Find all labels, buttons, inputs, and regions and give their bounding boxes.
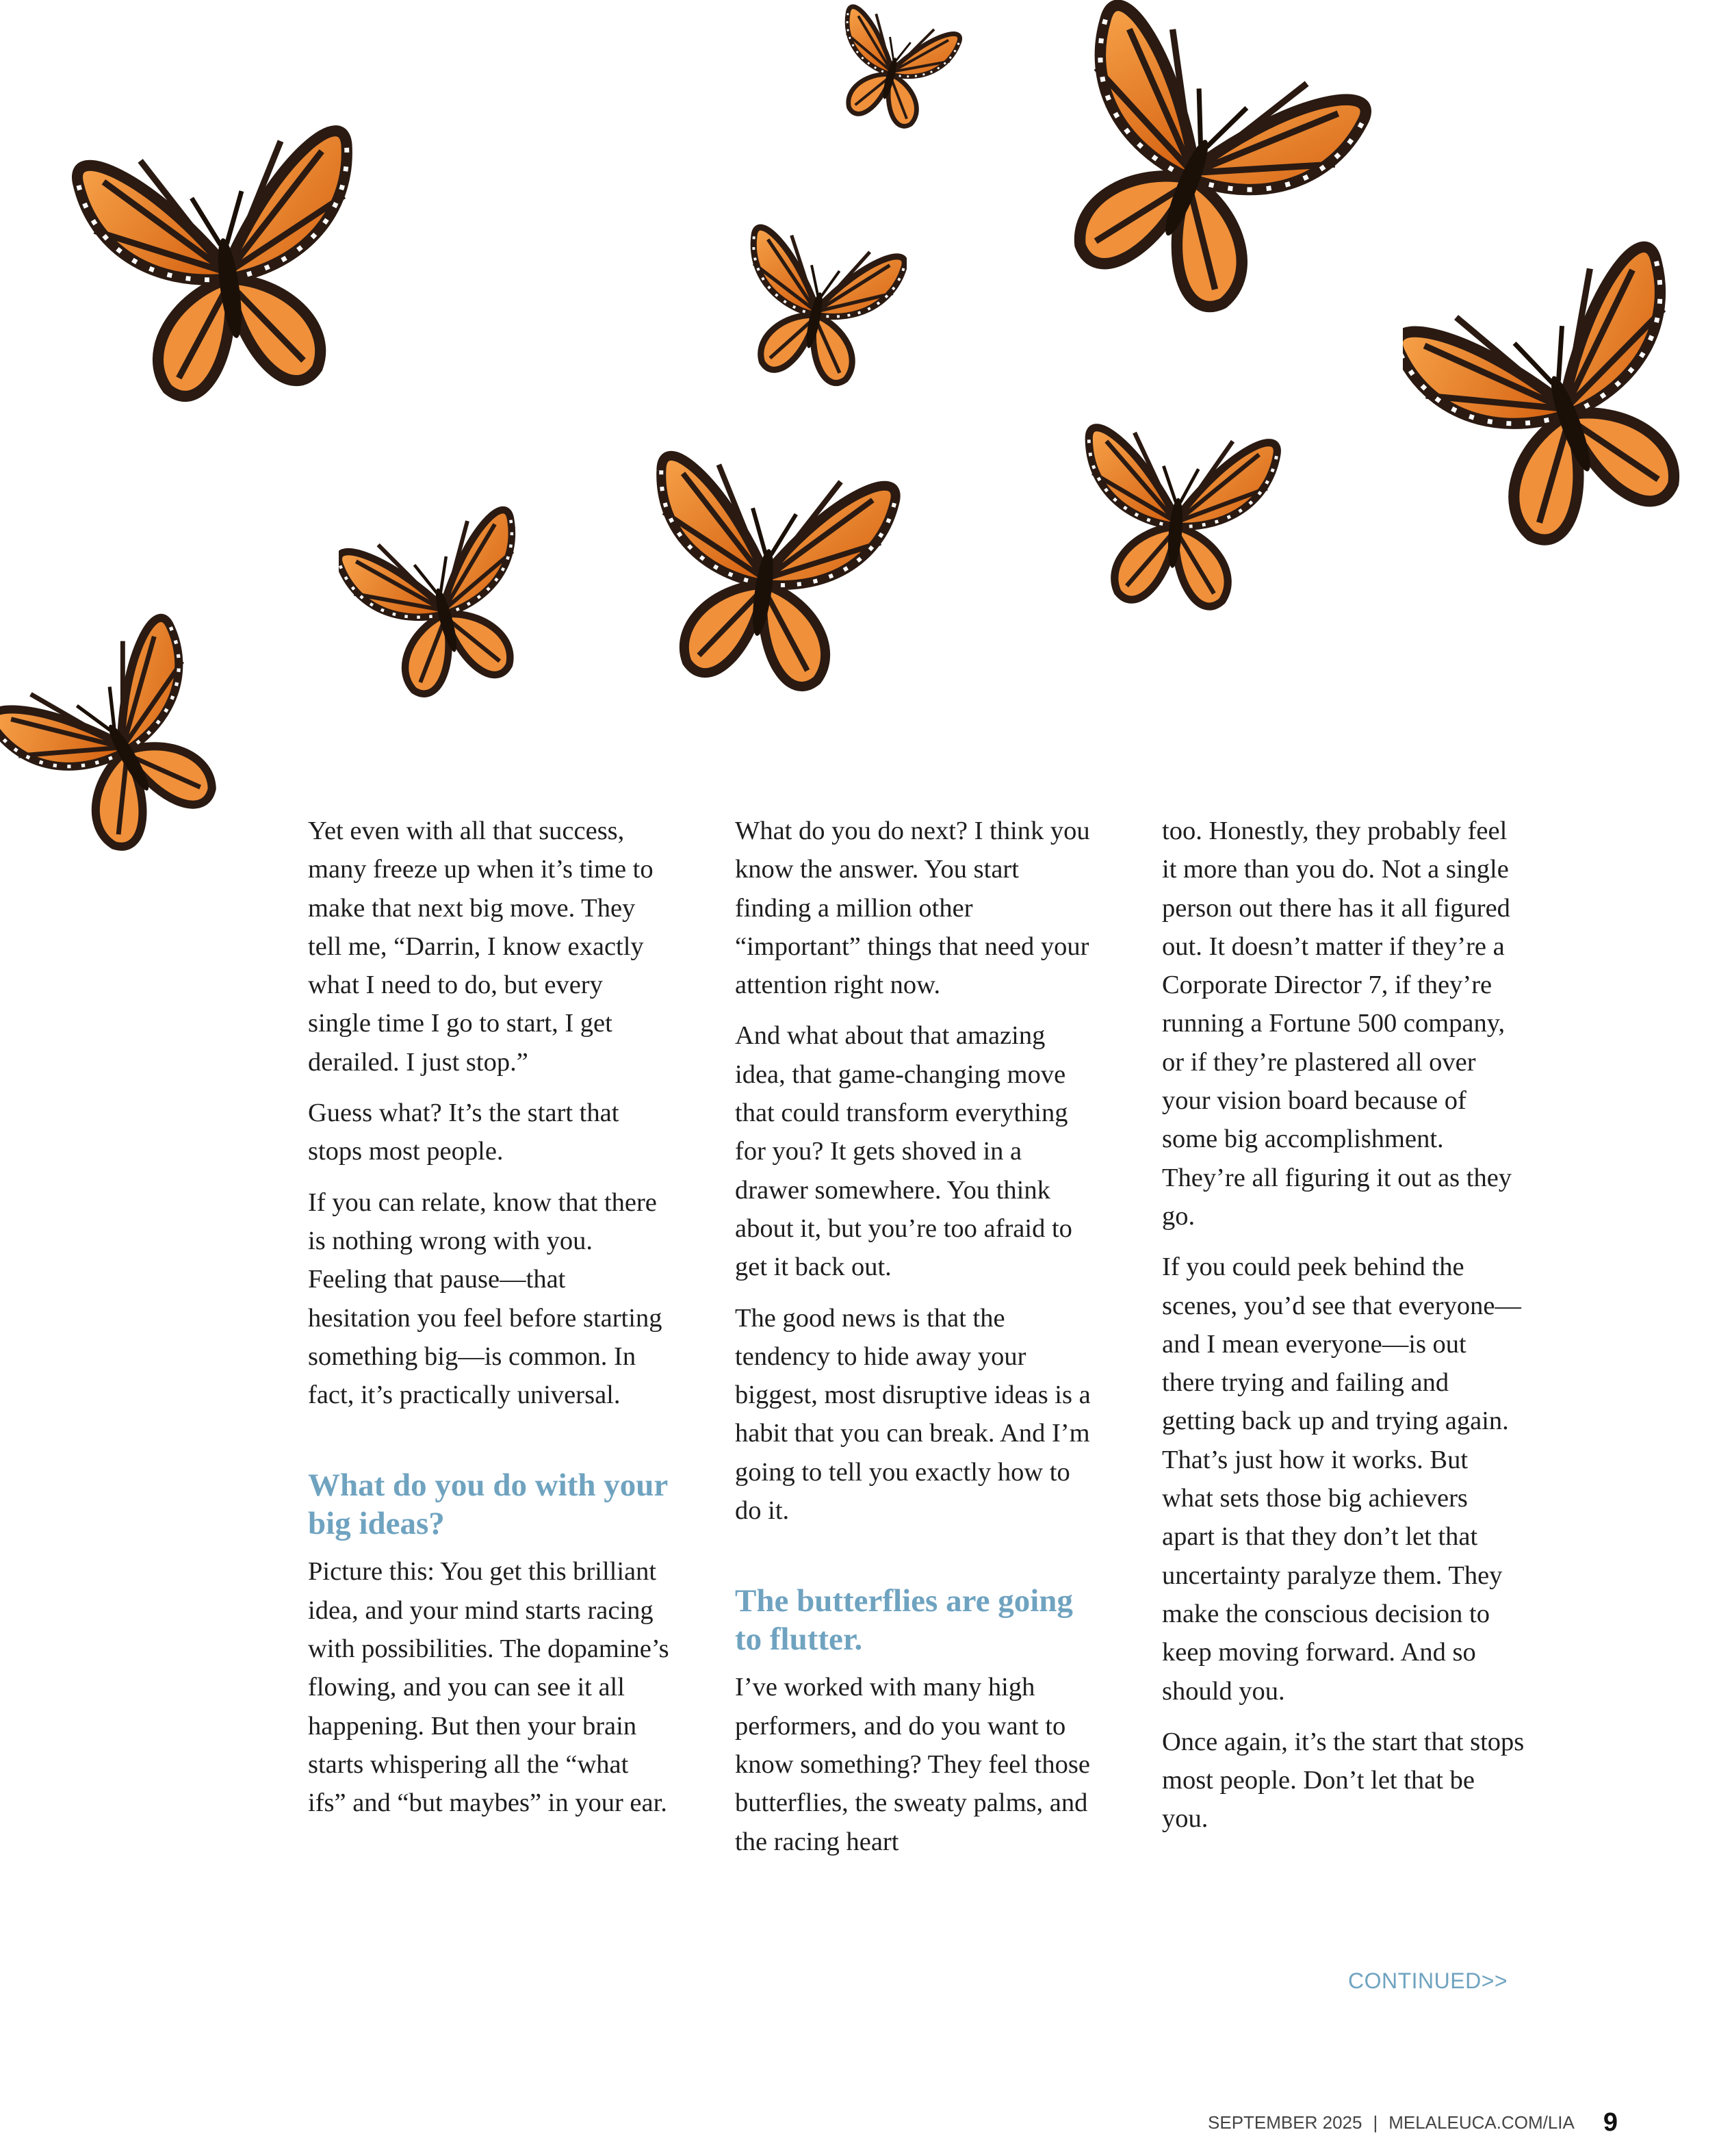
butterfly-illustration: [1006, 0, 1389, 322]
paragraph: If you could peek behind the scenes, you’d see that everyone—and I mean everyone—is out there trying and failing and getting back up and trying again. That’s just how it works. But what sets those big achievers apart is that they don’t let that uncertainty paralyze them. They make the conscious decision to keep moving forward. And so should you.: [1162, 1253, 1521, 1706]
butterfly-illustration: [729, 205, 907, 404]
footer-separator: |: [1373, 2112, 1378, 2133]
continued-link[interactable]: CONTINUED>>: [1348, 1968, 1508, 1993]
article-column-1: [308, 812, 671, 1835]
paragraph: The good news is that the tendency to hide away your biggest, most disruptive ideas is a habit that you can break. And I’m going to tell you exactly how to do it.: [735, 1303, 1091, 1526]
paragraph: Yet even with all that success, many freeze up when it’s time to make that next big move. They tell me, “Darrin, I know exactly what I need to do, but every single time I go to start, I get derailed. I just stop.”: [308, 817, 654, 1077]
butterfly-illustration: [626, 431, 907, 705]
article-column-3: [1162, 812, 1525, 1851]
page-footer: [1208, 2108, 1618, 2138]
butterfly-illustration: [65, 103, 387, 418]
butterfly-illustration: [1068, 394, 1287, 633]
paragraph: What do you do next? I think you know the answer. You start finding a million other “important” things that need your attention right now.: [735, 817, 1090, 1000]
section-heading: What do you do with your big ideas?: [308, 1467, 668, 1542]
website-url: MELALEUCA.COM/LIA: [1388, 2112, 1575, 2133]
butterfly-illustration: [1403, 212, 1719, 582]
paragraph: Guess what? It’s the start that stops most people.: [308, 1099, 619, 1166]
page-number: 9: [1603, 2108, 1618, 2137]
butterfly-illustration: [814, 0, 972, 133]
paragraph: If you can relate, know that there is nothing wrong with you. Feeling that pause—that hesitation you feel before starting something big—is common. In fact, it’s practically universal.: [308, 1188, 662, 1410]
article-column-2: [735, 812, 1098, 1873]
butterfly-illustration: [0, 602, 236, 876]
paragraph: I’ve worked with many high performers, and do you want to know something? They feel those butterflies, the sweaty palms, and the racing heart: [735, 1673, 1090, 1856]
section-heading: The butterflies are going to flutter.: [735, 1583, 1073, 1658]
paragraph: Picture this: You get this brilliant idea, and your mind starts racing with possibilities. The dopamine’s flowing, and you can see it all happening. But then your brain starts whispering all the “what ifs” and “but maybes” in your ear.: [308, 1557, 669, 1818]
paragraph: Once again, it’s the start that stops most people. Don’t let that be you.: [1162, 1727, 1525, 1834]
paragraph: too. Honestly, they probably feel it more than you do. Not a single person out there has it all figured out. It doesn’t matter if they’re a Corporate Director 7, if they’re running a Fortune 500 company, or if they’re plastered all over your vision board because of some big accomplishment. They’re all figuring it out as they go.: [1162, 817, 1512, 1231]
issue-date: SEPTEMBER 2025: [1208, 2112, 1362, 2133]
paragraph: And what about that amazing idea, that game-changing move that could transform everything for you? It gets shoved in a drawer somewhere. You think about it, but you’re too afraid to get it back out.: [735, 1021, 1072, 1282]
butterfly-illustration: [339, 493, 544, 712]
